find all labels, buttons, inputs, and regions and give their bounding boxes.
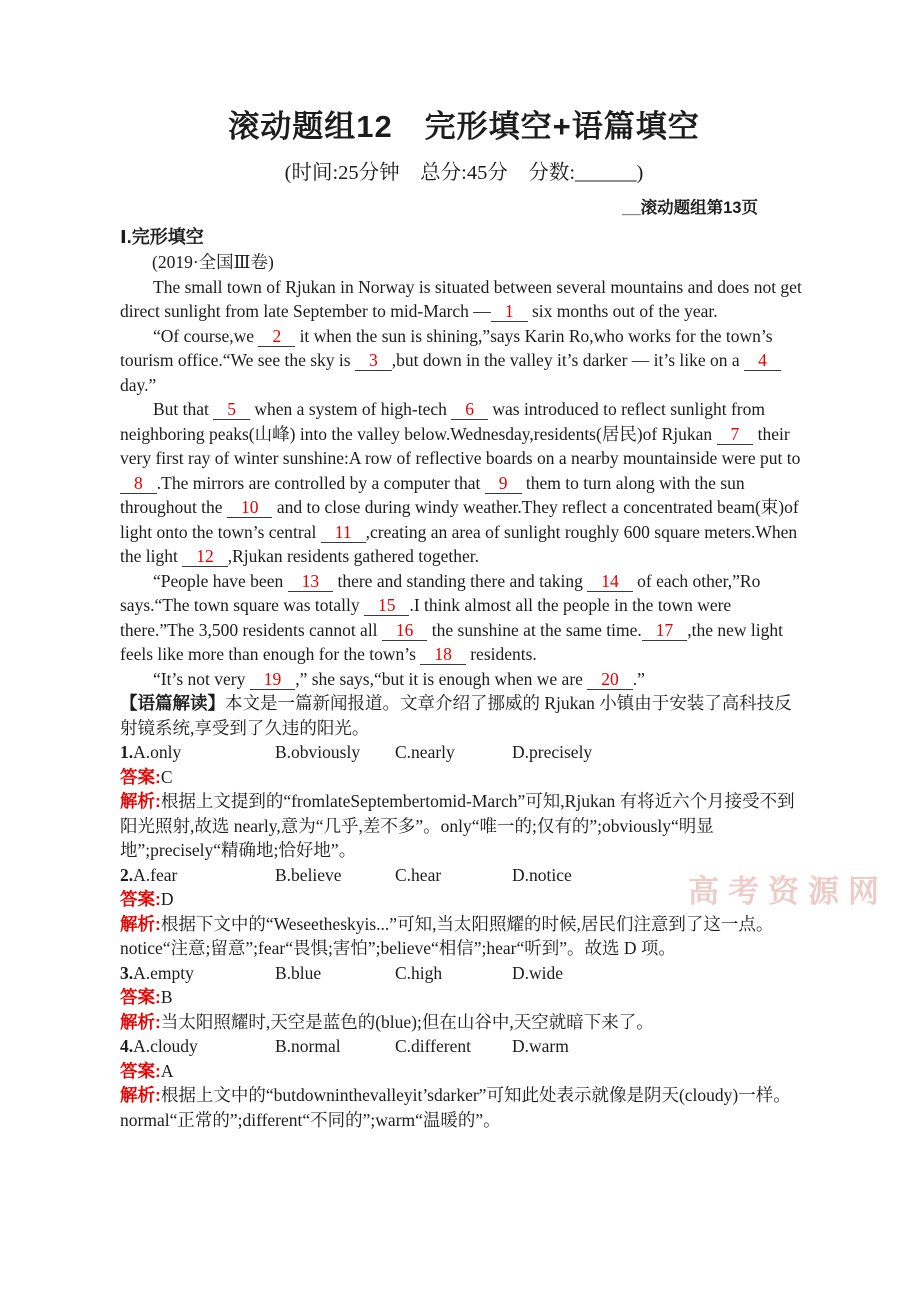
option-d: D.wide — [512, 962, 564, 983]
analysis-label: 解析: — [120, 1085, 161, 1105]
option-c: C.hear — [395, 864, 442, 885]
cloze-blank: 18 — [420, 644, 466, 665]
passage-paragraph: But that 5 when a system of high-tech 6 was introduced to reflect sunlight from neighboring peaks(山峰) into the valley below.Wednesday,residents(居民)of Rjukan 7 their very first ray of winter sunshine:A row of reflective boards on a nearby mountainside were put to 8 .The mirrors are controlled by a computer that 9 them to turn along with the sun throughout the 10 and to close during windy weather.They reflect a concentrated beam(束)of light onto the town’s central 11 ,creating an area of sunlight roughly 600 square meters.When the light 12 ,Rjukan residents gathered together. — [120, 399, 801, 566]
cloze-blank: 19 — [250, 669, 296, 690]
answer-line — [120, 1059, 808, 1084]
option-row — [120, 1034, 808, 1059]
answer-label: 答案: — [120, 766, 161, 787]
option-b: B.blue — [275, 962, 322, 983]
cloze-blank: 13 — [288, 571, 334, 592]
option-d: D.precisely — [512, 742, 593, 762]
cloze-blank: 8 — [120, 473, 157, 494]
question-block — [120, 961, 808, 1035]
option-c: C.high — [395, 962, 443, 983]
option-d: D.notice — [512, 864, 572, 885]
cloze-blank: 11 — [321, 522, 366, 543]
analysis-text: 根据上文中的“butdowninthevalleyit’sdarker”可知此处表示就像是阴天(cloudy)一样。normal“正常的”;different“不同的”;warm“温暖的”。 — [120, 1085, 791, 1130]
answer-line — [120, 887, 808, 912]
question-block — [120, 1034, 808, 1132]
cloze-blank: 20 — [587, 669, 633, 690]
exam-meta-line: (时间:25分钟 总分:45分 分数:______) — [284, 162, 644, 184]
option-row — [120, 863, 808, 888]
question-number: 4. — [120, 1036, 134, 1056]
watermark: 高考资源网 — [688, 874, 888, 909]
option-b: B.normal — [275, 1036, 341, 1056]
analysis-paragraph — [120, 789, 808, 863]
option-d: D.warm — [512, 1036, 569, 1056]
passage-paragraph: “Of course,we 2 it when the sun is shining,”says Karin Ro,who works for the town’s tourism office.“We see the sky is 3 ,but down in the valley it’s darker — it’s like on a 4 day.” — [120, 324, 808, 398]
analysis-paragraph — [120, 1083, 808, 1132]
option-row — [120, 961, 808, 986]
question-number: 2. — [120, 864, 134, 885]
analysis-paragraph — [120, 912, 808, 961]
page-ref: __滚动题组第13页 — [622, 199, 758, 217]
option-c: C.different — [395, 1036, 471, 1056]
passage-paragraph: “It’s not very 19 ,” she says,“but it is enough when we are 20 .” — [153, 668, 645, 689]
cloze-blank: 3 — [355, 350, 392, 371]
answer-value: D — [160, 889, 174, 909]
option-a: 3.A.empty — [120, 962, 194, 983]
analysis-label: 解析: — [120, 913, 161, 934]
cloze-blank: 1 — [491, 301, 528, 322]
analysis-label: 解析: — [120, 791, 161, 811]
answer-value: C — [160, 766, 173, 787]
answer-value: A — [160, 1060, 174, 1081]
analysis-label: 解析: — [120, 1011, 161, 1032]
option-row — [120, 740, 808, 765]
cloze-blank: 4 — [744, 350, 781, 371]
cloze-blank: 12 — [182, 546, 228, 567]
analysis-text: 根据下文中的“Weseetheskyis...”可知,当太阳照耀的时候,居民们注意到了这一点。notice“注意;留意”;fear“畏惧;害怕”;believe“相信”;hear“听到”。故选 D 项。 — [120, 913, 774, 958]
section-heading: Ⅰ.完形填空 — [120, 227, 204, 247]
question-list — [120, 740, 808, 1132]
source-line: (2019·全国Ⅲ卷) — [152, 252, 274, 272]
analysis-text: 当太阳照耀时,天空是蓝色的(blue);但在山谷中,天空就暗下来了。 — [160, 1011, 654, 1032]
option-a: 1.A.only — [120, 742, 182, 762]
cloze-blank: 14 — [587, 571, 633, 592]
cloze-blank: 9 — [485, 473, 522, 494]
cloze-blank: 2 — [258, 326, 295, 347]
question-block — [120, 740, 808, 863]
answer-value: B — [160, 987, 173, 1007]
cloze-passage — [120, 275, 808, 692]
cloze-blank: 16 — [382, 620, 428, 641]
analysis-text: 根据上文提到的“fromlateSeptembertomid-March”可知,Rjukan 有将近六个月接受不到阳光照射,故选 nearly,意为“几乎,差不多”。only“唯一的;仅有的”;obviously“明显地”;precisely“精确地;恰好地”。 — [120, 791, 795, 860]
answer-label: 答案: — [120, 889, 161, 909]
option-b: B.believe — [275, 864, 342, 885]
reading-note-text: 本文是一篇新闻报道。文章介绍了挪威的 Rjukan 小镇由于安装了高科技反射镜系统,享受到了久违的阳光。 — [120, 693, 792, 738]
cloze-blank: 7 — [717, 424, 754, 445]
answer-label: 答案: — [120, 987, 161, 1007]
cloze-blank: 15 — [364, 595, 410, 616]
question-number: 3. — [120, 962, 134, 983]
passage-paragraph: “People have been 13 there and standing there and taking 14 of each other,”Ro says.“The town square was totally 15 .I think almost all the people in the town were there.”The 3,500 residents cannot all 16 the sunshine at the same time. 17 ,the new light feels like more than enough for the town’s 18 residents. — [120, 570, 783, 664]
question-block — [120, 863, 808, 961]
page-title: 滚动题组12 完形填空+语篇填空 — [228, 109, 700, 144]
cloze-blank: 6 — [451, 399, 488, 420]
reading-note-label: 【语篇解读】 — [120, 693, 225, 713]
answer-label: 答案: — [120, 1060, 161, 1081]
option-a: 2.A.fear — [120, 864, 178, 885]
cloze-blank: 10 — [227, 497, 273, 518]
reading-note — [120, 691, 808, 740]
answer-line — [120, 765, 808, 790]
cloze-blank: 5 — [213, 399, 250, 420]
question-number: 1. — [120, 742, 134, 762]
option-a: 4.A.cloudy — [120, 1036, 198, 1056]
answer-line — [120, 985, 808, 1010]
analysis-paragraph — [120, 1010, 808, 1035]
cloze-blank: 17 — [642, 620, 688, 641]
option-b: B.obviously — [275, 742, 361, 762]
passage-paragraph: The small town of Rjukan in Norway is situated between several mountains and does not get direct sunlight from late September to mid-March — 1 six months out of the year. — [120, 276, 802, 321]
option-c: C.nearly — [395, 742, 455, 762]
